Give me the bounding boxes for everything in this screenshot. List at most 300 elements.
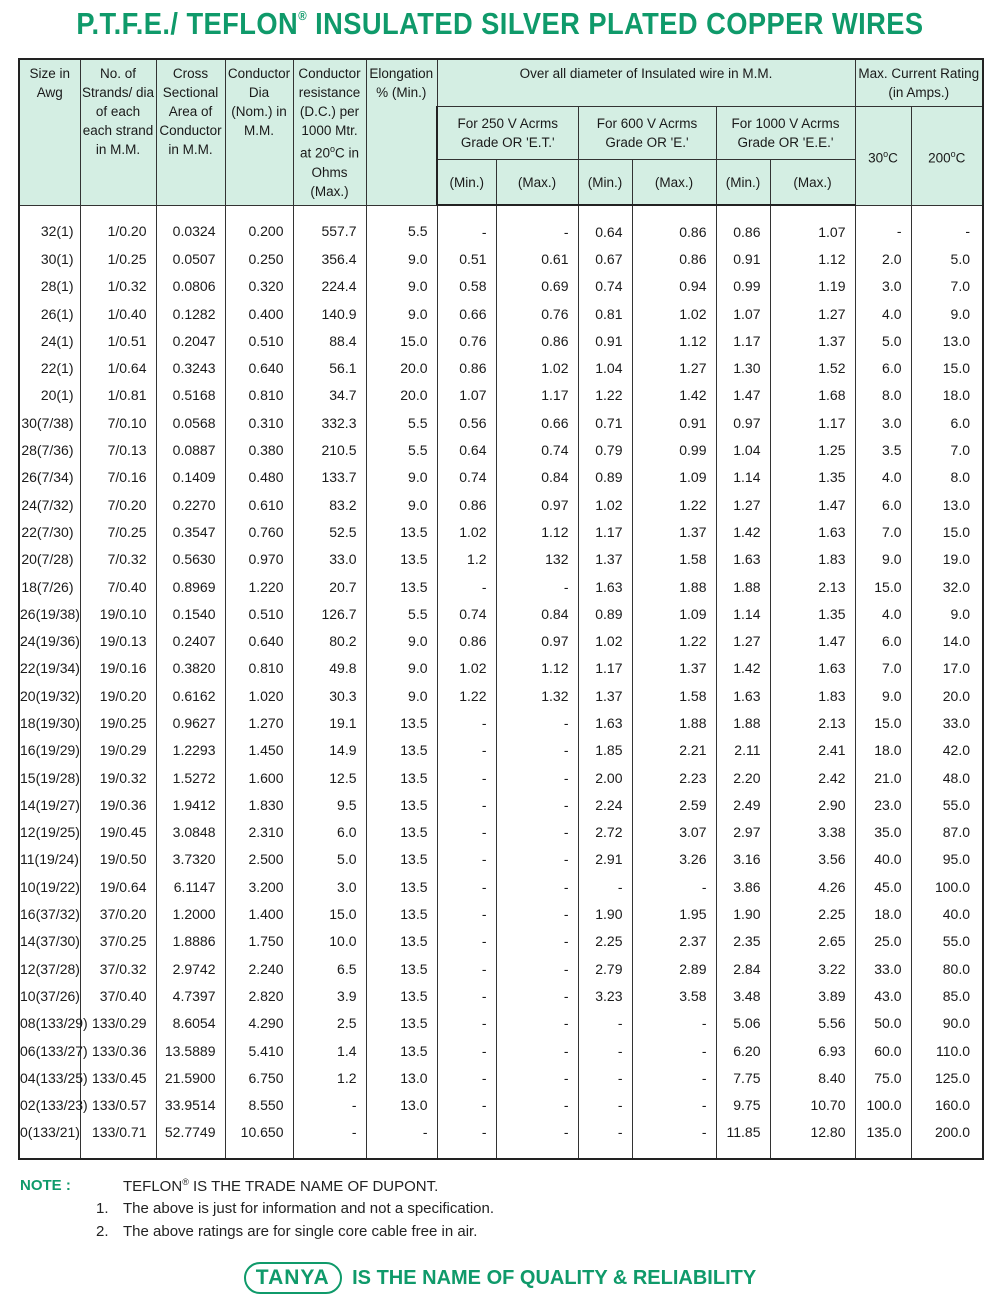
header-elongation: Elongation % (Min.) (366, 59, 437, 205)
table-cell: 7/0.32 (80, 546, 156, 573)
table-cell: 1.020 (225, 682, 293, 709)
table-cell: 06(133/27) (19, 1037, 80, 1064)
table-cell: 7/0.40 (80, 573, 156, 600)
table-cell: 80.2 (293, 627, 366, 654)
table-cell: 13.5 (366, 573, 437, 600)
table-cell: 18(19/30) (19, 709, 80, 736)
table-cell: - (437, 1010, 496, 1037)
table-cell: 0.3547 (156, 518, 225, 545)
table-cell: 8.0 (855, 382, 911, 409)
table-cell: 23.0 (855, 791, 911, 818)
table-cell: 13.5 (366, 928, 437, 955)
table-cell: 1.63 (770, 655, 855, 682)
table-cell: 0.74 (437, 464, 496, 491)
table-cell: 224.4 (293, 273, 366, 300)
note-item-text: The above is just for information and not a specification. (123, 1200, 495, 1217)
table-cell: 20.0 (911, 682, 983, 709)
table-cell: 13.5 (366, 791, 437, 818)
table-cell: 0.310 (225, 409, 293, 436)
table-row (19, 409, 983, 436)
table-cell: 26(19/38) (19, 600, 80, 627)
table-cell: 3.16 (716, 846, 770, 873)
table-cell: 133/0.71 (80, 1119, 156, 1159)
table-cell: 15(19/28) (19, 764, 80, 791)
table-cell: 0.86 (437, 491, 496, 518)
table-cell: 2.42 (770, 764, 855, 791)
table-cell: 2.310 (225, 819, 293, 846)
table-cell: 0.86 (496, 327, 578, 354)
table-cell: 9.0 (911, 600, 983, 627)
table-cell: 13.0 (911, 491, 983, 518)
table-cell: 3.200 (225, 873, 293, 900)
table-cell: - (437, 1119, 496, 1159)
table-cell: - (496, 982, 578, 1009)
table-cell: 1.8886 (156, 928, 225, 955)
table-cell: 18(7/26) (19, 573, 80, 600)
table-cell: 3.22 (770, 955, 855, 982)
table-cell: 0.86 (437, 354, 496, 381)
table-cell: 75.0 (855, 1064, 911, 1091)
table-cell: - (293, 1119, 366, 1159)
table-cell: 0.91 (632, 409, 716, 436)
header-max-current: Max. Current Rating (in Amps.) (855, 59, 983, 107)
table-row (19, 627, 983, 654)
table-cell: 7.75 (716, 1064, 770, 1091)
table-cell: 5.0 (293, 846, 366, 873)
table-cell: - (632, 1010, 716, 1037)
table-row (19, 354, 983, 381)
table-cell: 7/0.10 (80, 409, 156, 436)
table-cell: 0.89 (578, 464, 632, 491)
table-cell: 20.7 (293, 573, 366, 600)
table-cell: 0.760 (225, 518, 293, 545)
table-cell: 19/0.16 (80, 655, 156, 682)
table-cell: 9.0 (366, 273, 437, 300)
table-cell: 16(19/29) (19, 737, 80, 764)
wire-spec-table (18, 58, 984, 1160)
table-cell: 0.64 (578, 205, 632, 245)
table-cell: 1.27 (632, 354, 716, 381)
table-cell: 24(7/32) (19, 491, 80, 518)
table-cell: 1.88 (716, 709, 770, 736)
table-row (19, 682, 983, 709)
table-cell: 19/0.29 (80, 737, 156, 764)
table-cell: 2.11 (716, 737, 770, 764)
table-cell: 0.250 (225, 245, 293, 272)
table-cell: 1.47 (716, 382, 770, 409)
table-cell: 13.0 (911, 327, 983, 354)
brand-tagline: IS THE NAME OF QUALITY & RELIABILITY (352, 1266, 757, 1289)
table-cell: 2.91 (578, 846, 632, 873)
table-cell: 19/0.25 (80, 709, 156, 736)
table-cell: 21.0 (855, 764, 911, 791)
table-cell: 26(1) (19, 300, 80, 327)
table-cell: 135.0 (855, 1119, 911, 1159)
table-row (19, 1037, 983, 1064)
table-cell: 0.510 (225, 600, 293, 627)
table-cell: 9.0 (366, 655, 437, 682)
table-cell: 13.5 (366, 764, 437, 791)
table-cell: 3.26 (632, 846, 716, 873)
table-cell: 12.80 (770, 1119, 855, 1159)
table-cell: 0.86 (716, 205, 770, 245)
table-cell: - (437, 955, 496, 982)
header-overall-diameter: Over all diameter of Insulated wire in M.M. (437, 59, 855, 107)
table-cell: 6.0 (911, 409, 983, 436)
table-cell: - (496, 1119, 578, 1159)
table-cell: 30.3 (293, 682, 366, 709)
table-cell: 0.810 (225, 655, 293, 682)
table-cell: 4.7397 (156, 982, 225, 1009)
table-cell: - (496, 764, 578, 791)
table-cell: - (366, 1119, 437, 1159)
table-cell: 3.0848 (156, 819, 225, 846)
table-cell: 0.640 (225, 627, 293, 654)
table-cell: 8.40 (770, 1064, 855, 1091)
table-cell: 13.5 (366, 518, 437, 545)
table-cell: 2.24 (578, 791, 632, 818)
table-cell: 2.0 (855, 245, 911, 272)
table-cell: 5.06 (716, 1010, 770, 1037)
table-cell: 1.07 (770, 205, 855, 245)
table-cell: 0.610 (225, 491, 293, 518)
table-cell: - (293, 1092, 366, 1119)
table-cell: 1.37 (632, 655, 716, 682)
table-cell: - (496, 205, 578, 245)
table-cell: 32(1) (19, 205, 80, 245)
table-cell: 20(7/28) (19, 546, 80, 573)
table-cell: 2.59 (632, 791, 716, 818)
table-cell: 0.86 (632, 205, 716, 245)
table-cell: 0.97 (716, 409, 770, 436)
table-cell: 24(1) (19, 327, 80, 354)
table-cell: 0.0568 (156, 409, 225, 436)
table-cell: 14.0 (911, 627, 983, 654)
table-cell: 0.74 (437, 600, 496, 627)
table-cell: 1.220 (225, 573, 293, 600)
table-cell: 132 (496, 546, 578, 573)
table-cell: 14.9 (293, 737, 366, 764)
table-cell: 7/0.25 (80, 518, 156, 545)
table-cell: 15.0 (855, 573, 911, 600)
table-cell: 19/0.13 (80, 627, 156, 654)
note-item-number: 2. (96, 1223, 109, 1240)
table-cell: - (911, 205, 983, 245)
table-cell: 14(37/30) (19, 928, 80, 955)
table-cell: 14(19/27) (19, 791, 80, 818)
table-row (19, 982, 983, 1009)
table-cell: 1.95 (632, 900, 716, 927)
table-cell: 1.2 (293, 1064, 366, 1091)
table-row (19, 327, 983, 354)
table-cell: - (437, 791, 496, 818)
table-cell: 85.0 (911, 982, 983, 1009)
page-title (60, 6, 940, 42)
table-cell: 1.12 (770, 245, 855, 272)
table-cell: 1.37 (578, 682, 632, 709)
table-cell: 1.22 (578, 382, 632, 409)
table-cell: - (496, 1037, 578, 1064)
table-cell: 9.0 (366, 491, 437, 518)
table-cell: 33.0 (293, 546, 366, 573)
table-cell: 1.32 (496, 682, 578, 709)
table-cell: 15.0 (293, 900, 366, 927)
table-cell: 3.5 (855, 436, 911, 463)
table-cell: 1.02 (632, 300, 716, 327)
table-cell: 0.380 (225, 436, 293, 463)
table-cell: 110.0 (911, 1037, 983, 1064)
table-cell: 37/0.32 (80, 955, 156, 982)
table-cell: 1.30 (716, 354, 770, 381)
table-cell: 2.97 (716, 819, 770, 846)
table-cell: 1.02 (578, 491, 632, 518)
table-cell: 9.75 (716, 1092, 770, 1119)
table-cell: 5.410 (225, 1037, 293, 1064)
table-cell: 1.27 (770, 300, 855, 327)
table-cell: 2.89 (632, 955, 716, 982)
table-cell: 8.6054 (156, 1010, 225, 1037)
table-cell: 557.7 (293, 205, 366, 245)
table-cell: 12.5 (293, 764, 366, 791)
table-cell: 5.0 (911, 245, 983, 272)
table-cell: 33.0 (855, 955, 911, 982)
table-cell: 6.5 (293, 955, 366, 982)
table-cell: 9.0 (366, 300, 437, 327)
table-cell: 2.41 (770, 737, 855, 764)
title-rest: INSULATED SILVER PLATED COPPER WIRES (307, 6, 924, 41)
table-cell: 2.90 (770, 791, 855, 818)
table-cell: - (632, 1119, 716, 1159)
table-cell: 0.200 (225, 205, 293, 245)
table-row (19, 518, 983, 545)
table-cell: 100.0 (911, 873, 983, 900)
table-cell: 1.09 (632, 464, 716, 491)
table-cell: 52.7749 (156, 1119, 225, 1159)
table-cell: 140.9 (293, 300, 366, 327)
table-cell: 10.650 (225, 1119, 293, 1159)
table-cell: 22(19/34) (19, 655, 80, 682)
table-cell: 20.0 (366, 354, 437, 381)
table-cell: 133/0.36 (80, 1037, 156, 1064)
table-cell: 15.0 (911, 354, 983, 381)
table-cell: 0.76 (437, 327, 496, 354)
table-cell: 11.85 (716, 1119, 770, 1159)
table-cell: 42.0 (911, 737, 983, 764)
table-cell: 49.8 (293, 655, 366, 682)
table-cell: 1.37 (632, 518, 716, 545)
table-cell: 7.0 (855, 518, 911, 545)
table-cell: 3.48 (716, 982, 770, 1009)
table-cell: 0.3243 (156, 354, 225, 381)
table-cell: 13.0 (366, 1092, 437, 1119)
table-cell: 0.76 (496, 300, 578, 327)
note-label: NOTE : (20, 1177, 71, 1194)
table-cell: 2.23 (632, 764, 716, 791)
table-cell: - (496, 1064, 578, 1091)
table-cell: 48.0 (911, 764, 983, 791)
table-cell: 125.0 (911, 1064, 983, 1091)
table-cell: 5.5 (366, 436, 437, 463)
header-conductor-dia: Conductor Dia (Nom.) in M.M. (225, 59, 293, 205)
table-cell: 4.0 (855, 600, 911, 627)
table-row (19, 1119, 983, 1159)
table-cell: 20(1) (19, 382, 80, 409)
table-row (19, 819, 983, 846)
table-cell: 55.0 (911, 928, 983, 955)
table-row (19, 1092, 983, 1119)
table-cell: 1.2 (437, 546, 496, 573)
table-cell: 1.17 (496, 382, 578, 409)
table-row (19, 600, 983, 627)
table-cell: 3.07 (632, 819, 716, 846)
table-cell: 2.240 (225, 955, 293, 982)
table-cell: 0.0324 (156, 205, 225, 245)
table-cell: 35.0 (855, 819, 911, 846)
table-cell: 22(1) (19, 354, 80, 381)
table-cell: - (632, 1037, 716, 1064)
table-cell: - (632, 1092, 716, 1119)
table-cell: 3.7320 (156, 846, 225, 873)
table-row (19, 1064, 983, 1091)
table-cell: - (437, 737, 496, 764)
table-cell: 0.0507 (156, 245, 225, 272)
table-cell: 0.86 (632, 245, 716, 272)
table-cell: 13.5 (366, 900, 437, 927)
table-cell: 1.02 (578, 627, 632, 654)
table-cell: 18.0 (855, 900, 911, 927)
table-cell: 1.42 (716, 655, 770, 682)
table-cell: 1.90 (578, 900, 632, 927)
header-1000v-min: (Min.) (716, 160, 770, 206)
table-cell: 08(133/29) (19, 1010, 80, 1037)
table-cell: 1.63 (578, 709, 632, 736)
table-cell: - (437, 573, 496, 600)
table-cell: 33.0 (911, 709, 983, 736)
header-strands: No. of Strands/ dia of each each strand in M.M. (80, 59, 156, 205)
table-cell: 1.42 (716, 518, 770, 545)
table-cell: 0.1540 (156, 600, 225, 627)
table-cell: 1.19 (770, 273, 855, 300)
table-row (19, 245, 983, 272)
table-cell: 9.0 (366, 627, 437, 654)
table-cell: 2.5 (293, 1010, 366, 1037)
table-cell: 0.480 (225, 464, 293, 491)
table-cell: 0.64 (437, 436, 496, 463)
table-cell: - (496, 1010, 578, 1037)
table-cell: 1.25 (770, 436, 855, 463)
table-cell: 9.0 (855, 546, 911, 573)
table-cell: 9.5 (293, 791, 366, 818)
table-cell: 1.58 (632, 682, 716, 709)
table-cell: - (437, 709, 496, 736)
table-cell: 1.63 (578, 573, 632, 600)
table-cell: 19/0.32 (80, 764, 156, 791)
table-cell: 21.5900 (156, 1064, 225, 1091)
table-cell: 0.400 (225, 300, 293, 327)
table-cell: 0.84 (496, 464, 578, 491)
table-cell: 0.3820 (156, 655, 225, 682)
table-cell: 9.0 (366, 464, 437, 491)
table-cell: 19/0.45 (80, 819, 156, 846)
table-cell: 3.0 (293, 873, 366, 900)
table-cell: 5.5 (366, 205, 437, 245)
table-cell: 1.88 (632, 573, 716, 600)
table-cell: 0.51 (437, 245, 496, 272)
table-cell: - (632, 873, 716, 900)
table-cell: 13.5 (366, 1037, 437, 1064)
table-cell: 2.00 (578, 764, 632, 791)
table-cell: 19/0.50 (80, 846, 156, 873)
table-cell: 5.56 (770, 1010, 855, 1037)
table-cell: 0.58 (437, 273, 496, 300)
table-cell: 3.89 (770, 982, 855, 1009)
table-cell: 34.7 (293, 382, 366, 409)
table-cell: 0.0806 (156, 273, 225, 300)
table-cell: - (496, 900, 578, 927)
table-cell: - (578, 1064, 632, 1091)
table-cell: 0.1409 (156, 464, 225, 491)
table-cell: 13.5 (366, 846, 437, 873)
table-cell: 1.07 (716, 300, 770, 327)
header-temp-30c: 30$^o$C (855, 107, 911, 206)
table-cell: 37/0.25 (80, 928, 156, 955)
table-cell: 1.27 (716, 627, 770, 654)
table-cell: 4.0 (855, 464, 911, 491)
table-cell: 6.750 (225, 1064, 293, 1091)
table-cell: 0.9627 (156, 709, 225, 736)
table-cell: 1.22 (632, 491, 716, 518)
table-cell: 1.83 (770, 682, 855, 709)
table-row (19, 300, 983, 327)
table-cell: 1.58 (632, 546, 716, 573)
table-cell: 13.0 (366, 1064, 437, 1091)
table-cell: 6.0 (855, 491, 911, 518)
table-cell: 1.22 (632, 627, 716, 654)
table-cell: 1.88 (632, 709, 716, 736)
table-cell: 04(133/25) (19, 1064, 80, 1091)
table-cell: 1/0.20 (80, 205, 156, 245)
table-cell: 0.97 (496, 491, 578, 518)
table-cell: 1.02 (496, 354, 578, 381)
table-cell: 1.4 (293, 1037, 366, 1064)
table-row (19, 1010, 983, 1037)
table-cell: - (632, 1064, 716, 1091)
table-cell: 13.5889 (156, 1037, 225, 1064)
table-cell: 50.0 (855, 1010, 911, 1037)
table-cell: 12(19/25) (19, 819, 80, 846)
table-cell: - (578, 873, 632, 900)
table-cell: 1.17 (770, 409, 855, 436)
table-cell: 1.830 (225, 791, 293, 818)
table-cell: 0.99 (716, 273, 770, 300)
table-cell: 83.2 (293, 491, 366, 518)
table-cell: 0.510 (225, 327, 293, 354)
header-600v-max: (Max.) (632, 160, 716, 206)
table-cell: - (437, 846, 496, 873)
table-row (19, 573, 983, 600)
table-cell: 1.04 (578, 354, 632, 381)
table-cell: 1.52 (770, 354, 855, 381)
table-cell: 1.2293 (156, 737, 225, 764)
table-cell: 0.84 (496, 600, 578, 627)
table-cell: 87.0 (911, 819, 983, 846)
table-cell: 32.0 (911, 573, 983, 600)
table-cell: 1/0.32 (80, 273, 156, 300)
table-cell: 1.63 (716, 546, 770, 573)
table-cell: 0.91 (578, 327, 632, 354)
table-cell: 9.0 (366, 682, 437, 709)
table-cell: - (437, 819, 496, 846)
